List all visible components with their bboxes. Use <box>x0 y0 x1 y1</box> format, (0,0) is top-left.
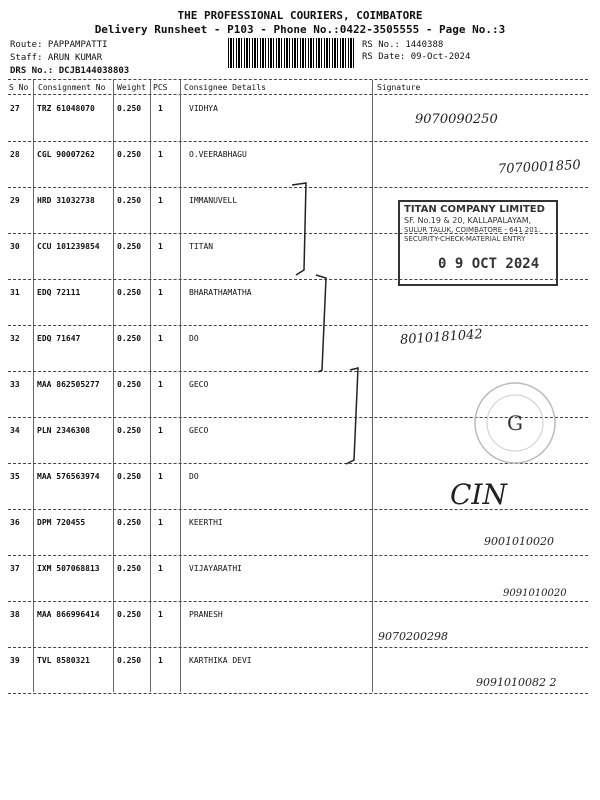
rs-number: RS No.: 1440388 <box>362 40 444 50</box>
row-consignee: KARTHIKA DEVI <box>189 656 252 665</box>
row-sno: 39 <box>10 656 20 665</box>
row-divider <box>8 693 588 694</box>
row-pcs: 1 <box>158 564 163 573</box>
row-divider <box>8 601 588 602</box>
stamp-locality: SULUR TALUK, COIMBATORE - 641 201. <box>404 226 541 234</box>
row-divider <box>8 647 588 648</box>
row-weight: 0.250 <box>117 242 142 251</box>
barcode <box>228 38 356 68</box>
row-pcs: 1 <box>158 380 163 389</box>
table-top-rule <box>8 79 588 80</box>
row-consignee: TITAN <box>189 242 214 251</box>
row-sno: 33 <box>10 380 20 389</box>
staff-label: Staff: ARUN KUMAR <box>10 53 103 63</box>
row-cons: HRD 31032738 <box>37 196 95 205</box>
drs-number: DRS No.: DCJB144038803 <box>10 66 130 76</box>
row-consignee: IMMANUVELL <box>189 196 238 205</box>
svg-text:G: G <box>507 411 523 435</box>
signature-scrawl: 9070090250 <box>415 112 498 127</box>
signature-scrawl: 9070200298 <box>378 630 448 643</box>
row-cons: MAA 862505277 <box>37 380 100 389</box>
row-sno: 27 <box>10 104 20 113</box>
row-consignee: PRANESH <box>189 610 223 619</box>
column-header-signature: Signature <box>377 83 421 92</box>
signature-scrawl: CIN <box>450 478 507 511</box>
table-header-rule <box>8 94 588 95</box>
row-weight: 0.250 <box>117 334 142 343</box>
row-weight: 0.250 <box>117 426 142 435</box>
row-pcs: 1 <box>158 334 163 343</box>
row-cons: DPM 720455 <box>37 518 86 527</box>
signature-scrawl: 9091010082 2 <box>476 676 557 689</box>
row-weight: 0.250 <box>117 104 142 113</box>
row-consignee: O.VEERABHAGU <box>189 150 247 159</box>
row-sno: 32 <box>10 334 20 343</box>
row-pcs: 1 <box>158 518 163 527</box>
signature-scrawl: 9001010020 <box>484 535 554 548</box>
row-sno: 31 <box>10 288 20 297</box>
row-cons: EDQ 72111 <box>37 288 81 297</box>
row-pcs: 1 <box>158 610 163 619</box>
row-sno: 30 <box>10 242 20 251</box>
row-consignee: DO <box>189 334 199 343</box>
row-sno: 38 <box>10 610 20 619</box>
row-weight: 0.250 <box>117 564 142 573</box>
column-header-pcs: PCS <box>153 83 168 92</box>
row-pcs: 1 <box>158 288 163 297</box>
row-weight: 0.250 <box>117 472 142 481</box>
row-pcs: 1 <box>158 656 163 665</box>
row-consignee: KEERTHI <box>189 518 223 527</box>
row-cons: CCU 101239854 <box>37 242 100 251</box>
row-cons: EDQ 71647 <box>37 334 81 343</box>
stamp-date: 0 9 OCT 2024 <box>438 256 540 272</box>
route-label: Route: PAPPAMPATTI <box>10 40 108 50</box>
row-sno: 34 <box>10 426 20 435</box>
row-weight: 0.250 <box>117 610 142 619</box>
row-consignee: VIJAYARATHI <box>189 564 242 573</box>
row-pcs: 1 <box>158 196 163 205</box>
row-cons: TVL 8580321 <box>37 656 90 665</box>
row-pcs: 1 <box>158 242 163 251</box>
row-consignee: DO <box>189 472 199 481</box>
row-consignee: BHARATHAMATHA <box>189 288 252 297</box>
column-header-consignee: Consignee Details <box>184 83 266 92</box>
signature-scrawl: 9091010020 <box>503 588 567 599</box>
row-consignee: VIDHYA <box>189 104 218 113</box>
seal-stamp-icon <box>470 378 560 468</box>
rs-date: RS Date: 09-Oct-2024 <box>362 52 471 62</box>
stamp-address: SF. No.19 & 20, KALLAPALAYAM, <box>404 216 532 225</box>
row-cons: MAA 866996414 <box>37 610 100 619</box>
row-divider <box>8 141 588 142</box>
row-pcs: 1 <box>158 104 163 113</box>
runsheet-subtitle: Delivery Runsheet - P103 - Phone No.:0422-3505555 - Page No.:3 <box>94 23 506 36</box>
row-pcs: 1 <box>158 426 163 435</box>
row-consignee: GECO <box>189 426 209 435</box>
signature-scrawl: 7070001850 <box>497 157 582 178</box>
row-weight: 0.250 <box>117 656 142 665</box>
row-weight: 0.250 <box>117 288 142 297</box>
row-sno: 35 <box>10 472 20 481</box>
runsheet-title: THE PROFESSIONAL COURIERS, COIMBATORE <box>177 9 423 22</box>
row-sno: 37 <box>10 564 20 573</box>
row-pcs: 1 <box>158 150 163 159</box>
row-divider <box>8 555 588 556</box>
row-cons: TRZ 61048070 <box>37 104 95 113</box>
row-sno: 36 <box>10 518 20 527</box>
row-cons: CGL 90007262 <box>37 150 95 159</box>
row-pcs: 1 <box>158 472 163 481</box>
row-sno: 28 <box>10 150 20 159</box>
row-weight: 0.250 <box>117 380 142 389</box>
row-weight: 0.250 <box>117 518 142 527</box>
bracket-mark <box>290 180 370 480</box>
row-weight: 0.250 <box>117 196 142 205</box>
signature-scrawl: 8010181042 <box>399 327 484 348</box>
row-sno: 29 <box>10 196 20 205</box>
column-header-sno: S No <box>9 83 29 92</box>
column-header-consignment: Consignment No <box>38 83 106 92</box>
stamp-security: SECURITY-CHECK-MATERIAL ENTRY <box>404 235 526 243</box>
column-header-weight: Weight <box>117 83 146 92</box>
row-consignee: GECO <box>189 380 209 389</box>
row-cons: IXM 507068813 <box>37 564 100 573</box>
company-stamp <box>398 200 558 286</box>
row-weight: 0.250 <box>117 150 142 159</box>
row-cons: PLN 2346308 <box>37 426 90 435</box>
stamp-company: TITAN COMPANY LIMITED <box>404 204 545 215</box>
row-cons: MAA 576563974 <box>37 472 100 481</box>
